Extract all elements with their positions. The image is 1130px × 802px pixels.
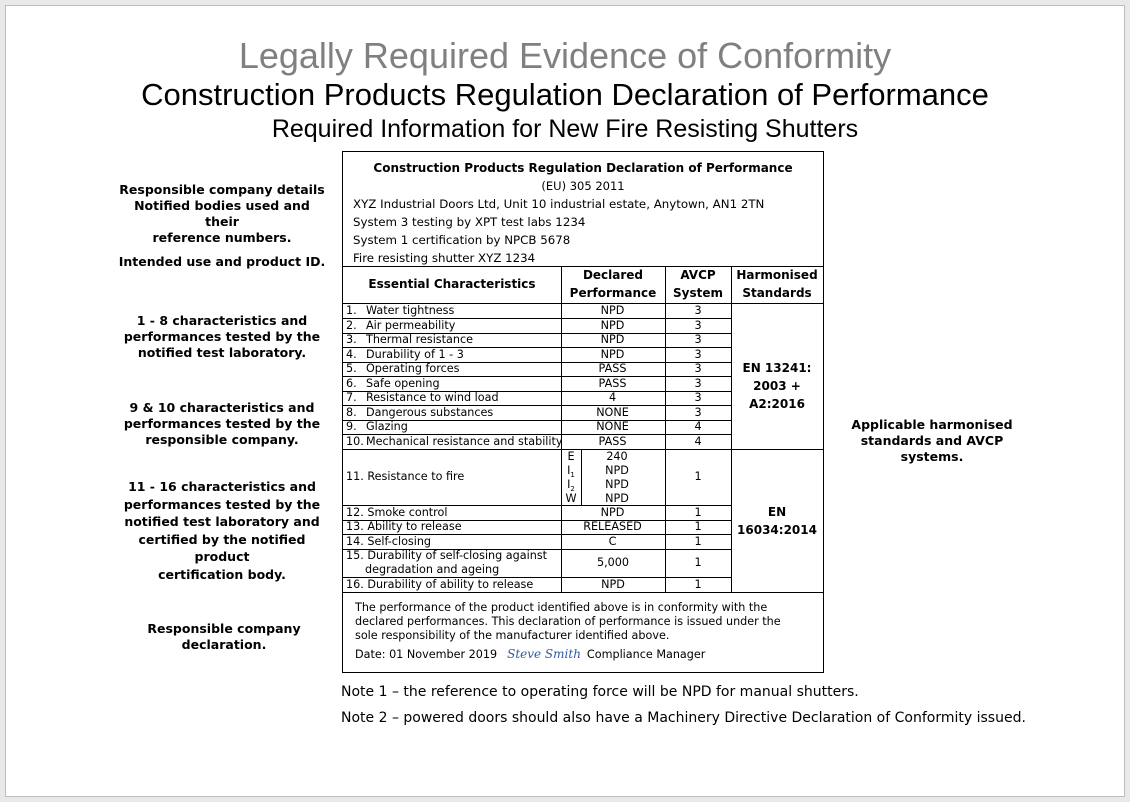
row-declared: NPD xyxy=(600,347,625,361)
fire-value: NPD xyxy=(605,492,629,505)
side-note-declaration: Responsible company declaration. xyxy=(147,621,301,652)
row-declared: C xyxy=(608,534,617,548)
row-avcp: 3 xyxy=(694,304,702,317)
row-15-avcp: 1 xyxy=(694,556,702,569)
row-declared: NPD xyxy=(600,506,625,519)
col-header-characteristics: Essential Characteristics xyxy=(368,277,536,291)
row-number: 7. xyxy=(346,391,357,405)
fire-value: NPD xyxy=(605,478,629,491)
row-declared: PASS xyxy=(598,362,627,376)
signatory-role: Compliance Manager xyxy=(586,648,706,661)
table-row xyxy=(343,319,728,334)
row-declared: RELEASED xyxy=(583,520,642,534)
table-row xyxy=(343,520,728,535)
row-label xyxy=(346,319,455,334)
row-label xyxy=(346,435,563,450)
row-number: 8. xyxy=(346,405,357,419)
table-row xyxy=(343,304,728,319)
row-label xyxy=(346,377,440,392)
row-text: Durability of 1 - 3 xyxy=(366,347,464,361)
table-row xyxy=(343,333,728,348)
signature: Steve Smith xyxy=(507,647,581,661)
row-number: 2. xyxy=(346,318,357,332)
row-label xyxy=(346,348,464,363)
row-text: Operating forces xyxy=(366,362,460,376)
row-avcp: 4 xyxy=(694,420,702,434)
row-text: Thermal resistance xyxy=(366,333,473,347)
row-avcp: 1 xyxy=(694,534,702,548)
side-note-group-1: 1 - 8 characteristics and performances tested by the notified test laboratory. xyxy=(123,313,321,360)
fire-value: NPD xyxy=(605,464,629,477)
fire-value: 240 xyxy=(606,450,628,463)
second-title: Construction Products Regulation Declaration of Performance xyxy=(141,77,989,112)
row-declared: 4 xyxy=(608,391,617,405)
system3-line: System 3 testing by XPT test labs 1234 xyxy=(353,215,586,229)
product-line: Fire resisting shutter XYZ 1234 xyxy=(353,251,536,265)
side-note-group-3: 11 - 16 characteristics and performances tested by the notified test laboratory and certified by the notified product certification body. xyxy=(123,479,321,582)
row-16-declared: NPD xyxy=(601,578,625,591)
declaration-date: Date: 01 November 2019 xyxy=(355,648,498,661)
row-declared: NONE xyxy=(596,405,629,419)
table-row xyxy=(343,406,728,421)
row-declared: NPD xyxy=(600,318,625,332)
row-16-label: 16. Durability of ability to release xyxy=(346,578,534,591)
row-text: Air permeability xyxy=(366,318,456,332)
row-avcp: 3 xyxy=(694,318,702,332)
row-number: 9. xyxy=(346,420,357,434)
row-text: Water tightness xyxy=(366,304,455,317)
fire-code-letter: W xyxy=(565,492,577,505)
row-label: 14. Self-closing xyxy=(346,534,432,548)
table-row xyxy=(343,420,728,435)
row-15-declared: 5,000 xyxy=(596,556,630,569)
fire-code-letter: E xyxy=(567,450,575,463)
row-avcp: 1 xyxy=(694,506,702,519)
row-text: Safe opening xyxy=(366,376,440,390)
fire-code-letter: I xyxy=(567,478,571,491)
row-label xyxy=(346,333,473,348)
declaration-statement: The performance of the product identified above is in conformity with the declared performances. This declaration of performance is issued under the sole responsibility of the manufacturer identified above. Date: 01 November 2019 Steve Smith Compliance Manager xyxy=(355,601,781,661)
row-declared: PASS xyxy=(598,434,627,448)
grid-line xyxy=(731,266,732,592)
standard-en13241: EN 13241: 2003 + A2:2016 xyxy=(742,361,812,411)
row-fire-avcp: 1 xyxy=(694,470,702,483)
fire-code-letter: I xyxy=(567,464,571,477)
table-row xyxy=(343,391,728,406)
col-header-avcp: AVCP System xyxy=(673,268,723,300)
row-avcp: 3 xyxy=(694,362,702,376)
side-note-group-2: 9 & 10 characteristics and performances tested by the responsible company. xyxy=(123,400,321,447)
note-2: Note 2 – powered doors should also have a Machinery Directive Declaration of Conformity issued. xyxy=(341,710,1026,726)
row-avcp: 1 xyxy=(694,520,702,534)
row-label xyxy=(346,362,460,377)
row-declared: NONE xyxy=(596,420,629,434)
row-label xyxy=(346,391,499,406)
side-note-company: Responsible company details Notified bodies used and their reference numbers. Intended use and product ID. xyxy=(118,182,326,269)
table-row xyxy=(343,377,728,392)
table-row xyxy=(343,362,728,377)
row-number: 4. xyxy=(346,347,357,361)
document-page xyxy=(5,5,1125,797)
row-avcp: 3 xyxy=(694,405,702,419)
row-avcp: 3 xyxy=(694,333,702,347)
side-note-standards: Applicable harmonised standards and AVCP systems. xyxy=(851,417,1013,464)
col-header-standards: Harmonised Standards xyxy=(736,268,818,300)
row-text: Resistance to wind load xyxy=(366,391,499,405)
row-declared: NPD xyxy=(600,304,625,317)
row-avcp: 3 xyxy=(694,391,702,405)
row-label: 13. Ability to release xyxy=(346,520,462,534)
row-avcp: 3 xyxy=(694,376,702,390)
row-number: 6. xyxy=(346,376,357,390)
row-text: Dangerous substances xyxy=(366,405,494,419)
row-text: Glazing xyxy=(366,420,408,434)
table-row xyxy=(343,535,728,550)
note-1: Note 1 – the reference to operating force will be NPD for manual shutters. xyxy=(341,684,859,700)
fire-code xyxy=(561,492,581,506)
row-number: 5. xyxy=(346,362,357,376)
row-label: 12. Smoke control xyxy=(346,506,448,519)
row-number: 10. xyxy=(346,434,364,448)
row-label xyxy=(346,406,493,421)
main-title: Legally Required Evidence of Conformity xyxy=(238,35,892,76)
grid-line xyxy=(343,592,823,593)
row-label xyxy=(346,420,408,435)
doc-header xyxy=(343,152,823,267)
system1-line: System 1 certification by NPCB 5678 xyxy=(353,233,571,247)
row-avcp: 3 xyxy=(694,347,702,361)
row-declared: NPD xyxy=(600,333,625,347)
row-number: 1. xyxy=(346,304,357,317)
company-line: XYZ Industrial Doors Ltd, Unit 10 industrial estate, Anytown, AN1 2TN xyxy=(353,197,765,211)
table-row xyxy=(343,348,728,363)
row-number: 3. xyxy=(346,333,357,347)
fire-code-subscript: 2 xyxy=(570,485,575,494)
standard-en16034: EN 16034:2014 xyxy=(737,505,817,537)
fire-code xyxy=(561,450,581,464)
row-fire-label: 11. Resistance to fire xyxy=(346,470,465,483)
third-title: Required Information for New Fire Resisting Shutters xyxy=(271,115,859,143)
table-row xyxy=(343,506,728,521)
row-text: Mechanical resistance and stability xyxy=(366,434,563,448)
row-label xyxy=(346,304,454,319)
row-16-avcp: 1 xyxy=(694,578,702,591)
declaration-of-performance xyxy=(342,151,824,673)
col-header-declared: Declared Performance xyxy=(569,268,657,300)
row-declared: PASS xyxy=(598,376,627,390)
row-15-label: 15. Durability of self-closing against degradation and ageing xyxy=(346,549,548,576)
table-row xyxy=(343,435,728,450)
doc-title: Construction Products Regulation Declaration of Performance xyxy=(373,161,793,175)
doc-subtitle: (EU) 305 2011 xyxy=(541,179,625,193)
row-avcp: 4 xyxy=(694,434,702,448)
fire-code-subscript: 1 xyxy=(570,471,575,480)
